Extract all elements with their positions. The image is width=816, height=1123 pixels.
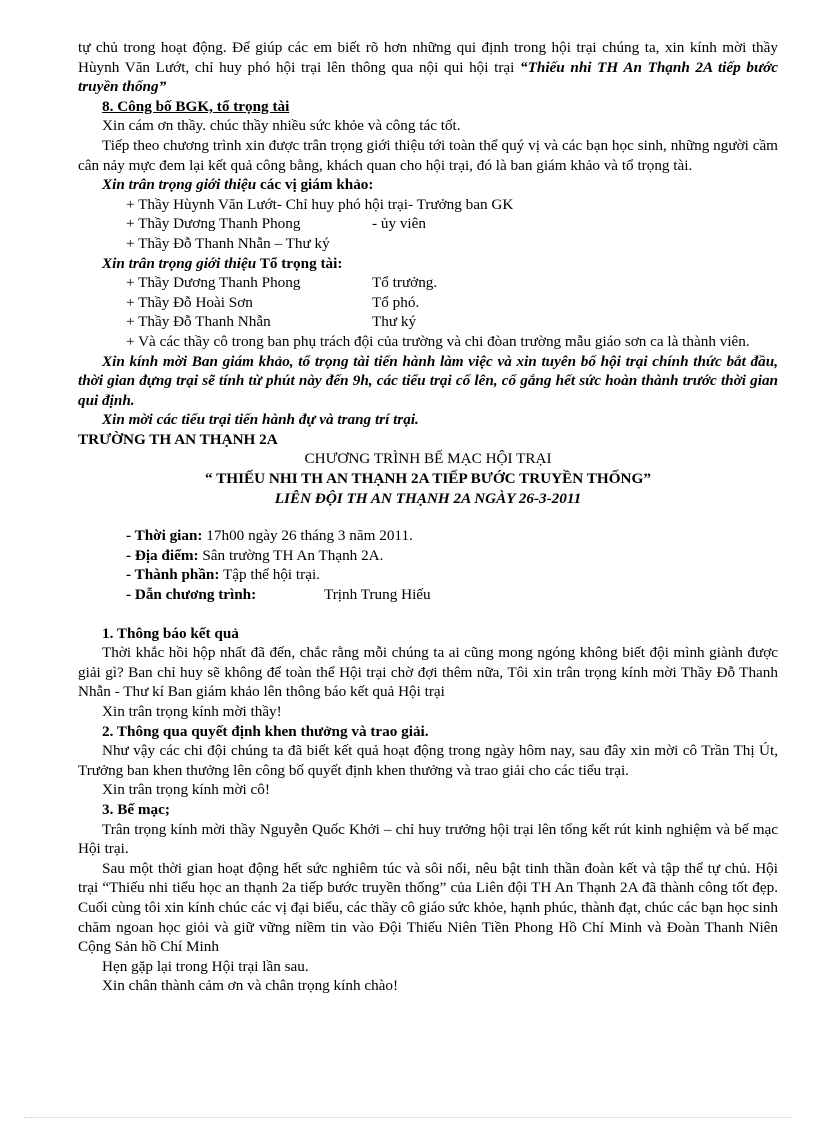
- referee-item: [126, 293, 778, 313]
- detail-participants: - Thành phần: Tập thể hội trại.: [126, 566, 320, 584]
- referee-item: [126, 273, 778, 293]
- referee-intro: [78, 254, 778, 274]
- referee-item: [126, 312, 778, 332]
- judge-name: + Thầy Hùynh Văn Lướt- Chỉ huy phó hội trại- Trưởng ban GK: [126, 195, 514, 213]
- referee-role: Thư ký: [372, 313, 417, 331]
- section-2-text: Như vậy các chi đội chúng ta đã biết kết quả hoạt động trong ngày hôm nay, sau đây xin mời cô Trần Thị Út, Trưởng ban khen thưởng lên công bố quyết định khen thưởng và trao giải cho các tiểu trại.: [78, 742, 778, 779]
- section-8-heading: 8. Công bố BGK, tổ trọng tài: [102, 97, 290, 115]
- section-2-invite: Xin trân trọng kính mời cô!: [102, 781, 270, 799]
- judges-list: [78, 195, 778, 254]
- judge-item: [126, 234, 778, 254]
- referee-name: + Thầy Đỗ Thanh Nhẫn: [126, 313, 271, 331]
- referees-extra: + Và các thầy cô trong ban phụ trách đội của trường và chi đòan trường mẫu giáo sơn ca là thành viên.: [126, 332, 750, 350]
- judges-intro-italic: Xin trân trọng giới thiệu: [102, 176, 257, 194]
- judge-item: [126, 195, 778, 215]
- section-2-heading: 2. Thông qua quyết định khen thưởng và trao giải.: [102, 722, 429, 740]
- judge-name: + Thầy Dương Thanh Phong: [126, 215, 301, 233]
- referee-name: + Thầy Đỗ Hoài Sơn: [126, 293, 253, 311]
- referee-role: Tổ trưởng.: [372, 274, 438, 292]
- section-3-heading: 3. Bế mạc;: [102, 800, 170, 818]
- document-page: [78, 38, 778, 996]
- judge-role: - ủy viên: [372, 215, 426, 233]
- invite-camps: Xin mời các tiểu trại tiến hành đự và trang trí trại.: [102, 411, 419, 429]
- section-1-text: Thời khắc hồi hộp nhất đã đến, chắc rằng mỗi chúng ta ai cũng mong ngóng không biết đội mình giành được giải gì? Ban chỉ huy sẽ không để toàn thể Hội trại chờ đợi thêm nữa, Tôi xin trân trọng kính mời Thầy Đỗ Thanh Nhẫn - Thư kí Ban giám khảo lên thông báo kết quả Hội trại: [78, 644, 778, 701]
- closing-date-line: LIÊN ĐỘI TH AN THẠNH 2A NGÀY 26-3-2011: [274, 489, 582, 507]
- referee-intro-bold: Tổ trọng tài:: [256, 254, 343, 272]
- detail-time: - Thời gian: 17h00 ngày 26 tháng 3 năm 2011.: [126, 527, 413, 545]
- detail-place: - Địa điểm: Sân trường TH An Thạnh 2A.: [126, 546, 384, 564]
- referee-name: + Thầy Dương Thanh Phong: [126, 274, 301, 292]
- section-3-text: Trân trọng kính mời thầy Nguyễn Quốc Khởi – chỉ huy trưởng hội trại lên tổng kết rút kinh nghiệm và bế mạc Hội trại.: [78, 820, 778, 858]
- judge-name: + Thầy Đỗ Thanh Nhẫn – Thư ký: [126, 234, 330, 252]
- school-name: TRƯỜNG TH AN THẠNH 2A: [78, 430, 278, 448]
- judge-item: [126, 214, 778, 234]
- judges-intro-bold: các vị giám khảo:: [256, 176, 374, 194]
- intro-camp-name: “Thiếu nhi TH An Thạnh 2A tiếp bước truyền thống”: [78, 58, 778, 96]
- section-8-thanks: Xin cám ơn thầy. chúc thầy nhiều sức khỏe và công tác tốt.: [102, 117, 461, 135]
- detail-host: - Dẫn chương trình: Trịnh Trung Hiếu: [126, 586, 431, 604]
- section-3-goodbye: Xin chân thành cảm ơn và chân trọng kính chào!: [102, 977, 399, 995]
- section-3-see-you: Hẹn gặp lại trong Hội trại lần sau.: [102, 957, 309, 975]
- referee-intro-italic: Xin trân trọng giới thiệu: [102, 254, 257, 272]
- section-1-invite: Xin trân trọng kính mời thầy!: [102, 703, 282, 720]
- start-announcement: Xin kính mời Ban giám khảo, tổ trọng tài tiến hành làm việc và xin tuyên bố hội trại chính thức bắt đầu, thời gian đựng trại sẽ tính từ phút này đến 9h, các tiểu trại cố lên, cố gắng hết sức hoàn thành trước thời gian qui định.: [78, 352, 778, 409]
- section-1-heading: 1. Thông báo kết quả: [102, 624, 239, 642]
- closing-subtitle: “ THIẾU NHI TH AN THẠNH 2A TIẾP BƯỚC TRUYỀN THỐNG”: [205, 470, 651, 488]
- intro-text: tự chủ trong hoạt động. Để giúp các em biết rõ hơn những qui định trong hội trại chúng ta, xin kính mời thầy Hùynh Văn Lướt, chỉ huy phó hội trại lên thông qua nội qui hội trại: [78, 39, 778, 76]
- closing-title: CHƯƠNG TRÌNH BẾ MẠC HỘI TRẠI: [304, 450, 552, 468]
- section-3-summary: Sau một thời gian hoạt động hết sức nghiêm túc và sôi nổi, nêu bật tinh thần đoàn kết và tập thể tự chủ. Hội trại “Thiếu nhi tiểu học an thạnh 2a tiếp bước truyền thống” của Liên đội TH An Thạnh 2A đã thành công tốt đẹp. Cuối cùng tôi xin kính chúc các vị đại biểu, các thầy cô giáo sức khỏe, hạnh phúc, thành đạt, chúc các bạn học sinh chăm ngoan học giỏi và giữ vững niềm tin vào Đội Thiếu Niên Tiền Phong Hồ Chí Minh và Đoàn Thanh Niên Cộng Sản hồ Chí Minh: [78, 859, 778, 956]
- referee-role: Tổ phó.: [372, 293, 420, 311]
- intro-paragraph: [78, 38, 778, 97]
- judges-intro: [78, 175, 778, 195]
- section-8-intro: Tiếp theo chương trình xin được trân trọng giới thiệu tới toàn thể quý vị và các bạn học sinh, những người cầm cân nảy mực đem lại kết quả công bằng, khách quan cho hội trại, đó là ban giám khảo và tổ trọng tài.: [78, 136, 778, 174]
- referees-list: [78, 273, 778, 351]
- event-details: [78, 526, 778, 604]
- page-bottom-rule: [24, 1117, 792, 1118]
